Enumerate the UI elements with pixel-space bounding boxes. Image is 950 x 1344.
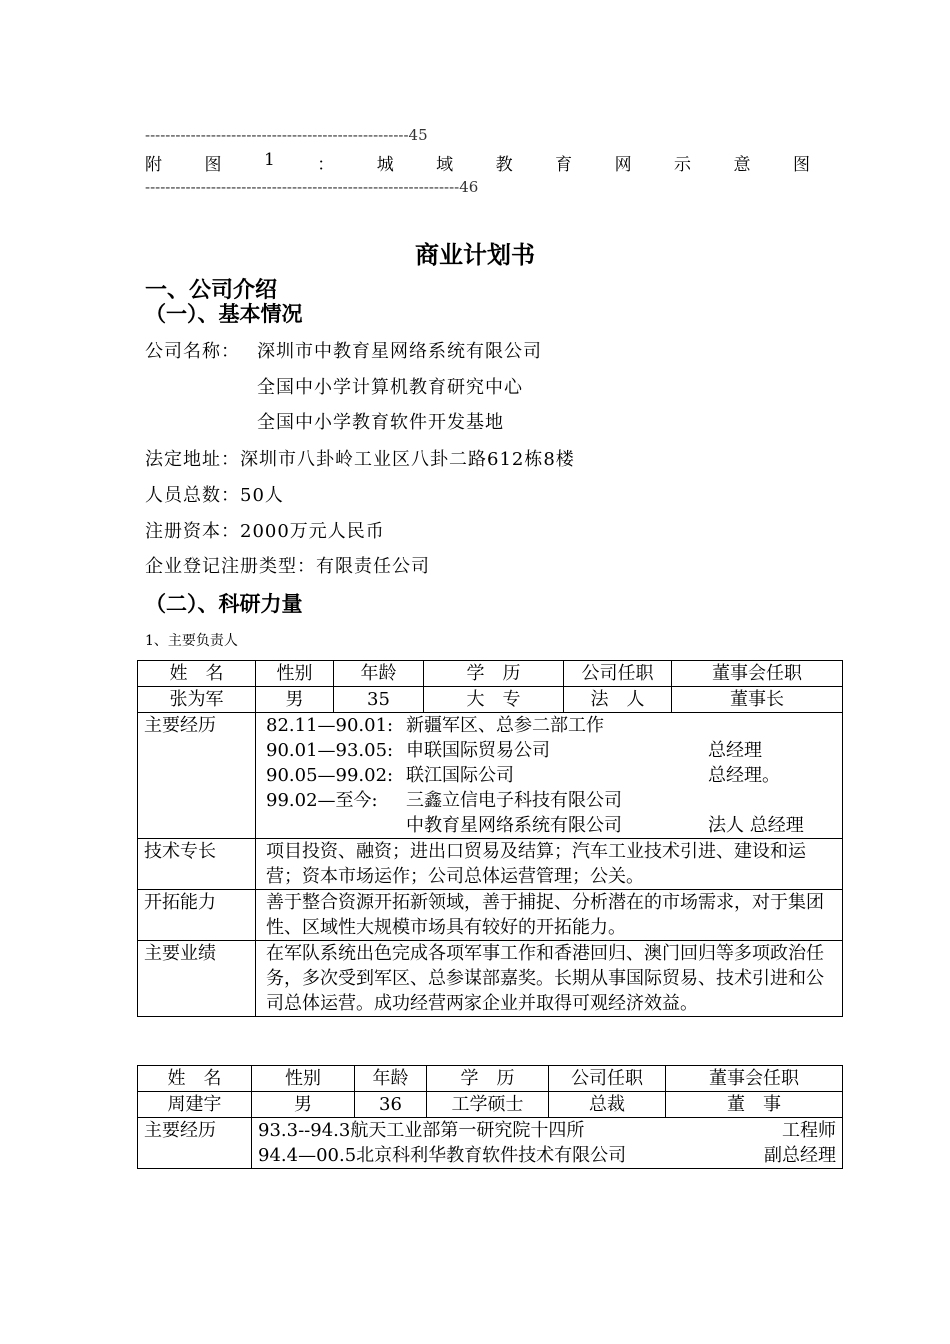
exp-position: 总经理。 bbox=[708, 765, 780, 786]
exp-org: 中教育星网络系统有限公司 bbox=[406, 815, 622, 836]
exp-org: 申联国际贸易公司 bbox=[406, 740, 550, 761]
exp-date: 82.11—90.01: bbox=[266, 715, 394, 736]
skill-cell: 项目投资、融资；进出口贸易及结算；汽车工业技术引进、建设和运营；资本市场运作；公司总体运营管理；公关。 bbox=[256, 839, 843, 890]
toc-char: 示 bbox=[674, 155, 692, 175]
experience-entry bbox=[258, 1143, 836, 1168]
header-cell: 年龄 bbox=[334, 661, 424, 687]
toc-char: 附 bbox=[145, 155, 162, 175]
toc-char: 城 bbox=[376, 155, 394, 175]
exp-position bbox=[708, 713, 836, 738]
cell-name: 周建宇 bbox=[138, 1092, 252, 1118]
toc-char: 意 bbox=[733, 155, 751, 175]
row-label: 主要业绩 bbox=[138, 941, 256, 1017]
exp-org: 新疆军区、总参二部工作 bbox=[406, 715, 604, 736]
header-cell: 姓 名 bbox=[138, 1066, 252, 1092]
cell-education: 工学硕士 bbox=[427, 1092, 549, 1118]
cell-gender: 男 bbox=[252, 1092, 355, 1118]
table-header-row bbox=[138, 661, 843, 687]
toc-char: 域 bbox=[436, 155, 454, 175]
header-cell: 董事会任职 bbox=[666, 1066, 843, 1092]
exp-date: 90.05—99.02: bbox=[266, 765, 394, 786]
header-cell: 年龄 bbox=[355, 1066, 427, 1092]
table-row-ability bbox=[138, 890, 843, 941]
cell-education: 大 专 bbox=[424, 687, 564, 713]
cell-gender: 男 bbox=[256, 687, 334, 713]
company-name-2: 全国中小学计算机教育研究中心 bbox=[257, 377, 523, 398]
staff-count: 人员总数：50人 bbox=[145, 485, 284, 506]
exp-position bbox=[708, 788, 836, 813]
toc-line-3: --------------------------------------------------------------46 bbox=[145, 178, 479, 196]
experience-entry bbox=[266, 738, 836, 763]
exp-text: 94.4—00.5北京科利华教育软件技术有限公司 bbox=[258, 1145, 627, 1166]
exp-org: 三鑫立信电子科技有限公司 bbox=[406, 790, 622, 811]
experience-entry bbox=[258, 1118, 836, 1143]
table-row bbox=[138, 1092, 843, 1118]
exp-date: 90.01—93.05: bbox=[266, 740, 394, 761]
cell-age: 36 bbox=[355, 1092, 427, 1118]
exp-org: 联江国际公司 bbox=[406, 765, 514, 786]
table-row bbox=[138, 687, 843, 713]
header-cell: 姓 名 bbox=[138, 661, 256, 687]
header-cell: 公司任职 bbox=[564, 661, 672, 687]
header-cell: 公司任职 bbox=[549, 1066, 666, 1092]
document-title: 商业计划书 bbox=[415, 241, 535, 269]
experience-entry bbox=[266, 788, 836, 813]
header-cell: 性别 bbox=[252, 1066, 355, 1092]
company-name-3: 全国中小学教育软件开发基地 bbox=[257, 412, 504, 433]
row-label: 主要经历 bbox=[138, 1118, 252, 1169]
toc-char: ： bbox=[317, 155, 335, 175]
toc-char: 网 bbox=[614, 155, 632, 175]
cell-company-role: 总裁 bbox=[549, 1092, 666, 1118]
toc-char: 育 bbox=[555, 155, 573, 175]
cell-board-role: 董事长 bbox=[672, 687, 843, 713]
person-table-1 bbox=[137, 660, 843, 1017]
toc-char: 图 bbox=[204, 155, 222, 175]
experience-entry bbox=[266, 813, 836, 838]
row-label: 技术专长 bbox=[138, 839, 256, 890]
exp-position: 副总经理 bbox=[764, 1145, 836, 1166]
toc-char: 图 bbox=[792, 155, 810, 175]
exp-text: 93.3--94.3航天工业部第一研究院十四所 bbox=[258, 1120, 585, 1141]
achievement-cell: 在军队系统出色完成各项军事工作和香港回归、澳门回归等多项政治任务，多次受到军区、总参谋部嘉奖。长期从事国际贸易、技术引进和公司总体运营。成功经营两家企业并取得可观经济效益。 bbox=[256, 941, 843, 1017]
list-item-heading: 1、主要负责人 bbox=[145, 633, 238, 649]
table-row-experience bbox=[138, 713, 843, 839]
subsection-heading-basic: （一）、基本情况 bbox=[145, 302, 303, 326]
cell-company-role: 法 人 bbox=[564, 687, 672, 713]
header-cell: 学 历 bbox=[427, 1066, 549, 1092]
exp-date bbox=[266, 813, 406, 838]
table-row-achievement bbox=[138, 941, 843, 1017]
exp-position: 总经理 bbox=[708, 740, 762, 761]
header-cell: 董事会任职 bbox=[672, 661, 843, 687]
experience-entry bbox=[266, 763, 836, 788]
cell-board-role: 董 事 bbox=[666, 1092, 843, 1118]
subsection-heading-research: （二）、科研力量 bbox=[145, 592, 303, 616]
header-cell: 学 历 bbox=[424, 661, 564, 687]
ability-cell: 善于整合资源开拓新领域，善于捕捉、分析潜在的市场需求，对于集团性、区域性大规模市场具有较好的开拓能力。 bbox=[256, 890, 843, 941]
toc-char: 1 bbox=[263, 150, 275, 170]
experience-cell bbox=[256, 713, 843, 839]
row-label: 主要经历 bbox=[138, 713, 256, 839]
toc-entry-figure-1 bbox=[145, 150, 810, 175]
toc-char: 教 bbox=[495, 155, 513, 175]
exp-position: 法人 总经理 bbox=[708, 815, 804, 836]
legal-address: 法定地址：深圳市八卦岭工业区八卦二路612栋8楼 bbox=[145, 449, 575, 470]
cell-name: 张为军 bbox=[138, 687, 256, 713]
table-header-row bbox=[138, 1066, 843, 1092]
registered-capital: 注册资本：2000万元人民币 bbox=[145, 521, 385, 542]
table-row-experience bbox=[138, 1118, 843, 1169]
company-name-1: 深圳市中教育星网络系统有限公司 bbox=[257, 341, 542, 362]
section-heading: 一、公司介绍 bbox=[145, 278, 278, 303]
experience-entry bbox=[266, 713, 836, 738]
toc-line-1: ----------------------------------------------------45 bbox=[145, 126, 428, 144]
table-row-skill bbox=[138, 839, 843, 890]
cell-age: 35 bbox=[334, 687, 424, 713]
company-name-label: 公司名称： bbox=[145, 341, 240, 362]
person-table-2 bbox=[137, 1065, 843, 1169]
header-cell: 性别 bbox=[256, 661, 334, 687]
row-label: 开拓能力 bbox=[138, 890, 256, 941]
exp-position: 工程师 bbox=[782, 1120, 836, 1141]
experience-cell bbox=[252, 1118, 843, 1169]
exp-date: 99.02—至今: bbox=[266, 790, 378, 811]
registration-type: 企业登记注册类型：有限责任公司 bbox=[145, 556, 430, 577]
